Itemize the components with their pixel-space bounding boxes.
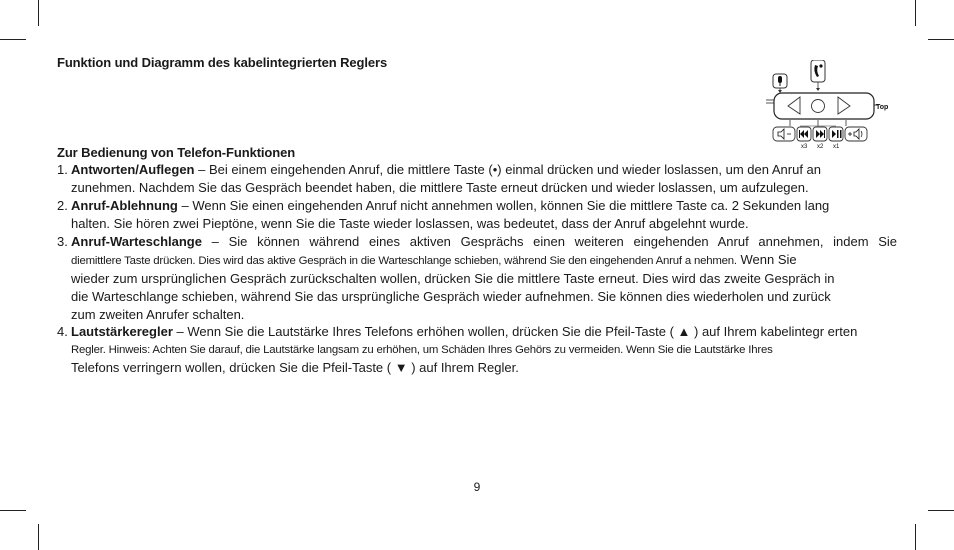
- list-item-volume: [57, 323, 897, 377]
- previous-track-icon: [797, 127, 811, 141]
- item-text: wieder zum ursprünglichen Gespräch zurückschalten wollen, drücken Sie die mittlere Taste erneut. Dies wird das zweite Gespräch in: [71, 271, 835, 286]
- play-pause-icon: [829, 127, 843, 141]
- volume-up-icon: [845, 127, 867, 141]
- center-button-icon: [812, 100, 825, 113]
- item-text: – Wenn Sie einen eingehenden Anruf nicht annehmen wollen, können Sie die mittlere Taste ca. 2 Sekunden lang: [177, 198, 830, 213]
- item-text: halten. Sie hören zwei Pieptöne, wenn Sie die Taste wieder loslassen, was bedeutet, dass der Anruf abgelehnt wurde.: [71, 216, 749, 231]
- item-text: – Wenn Sie die Lautstärke Ihres Telefons erhöhen wollen, drücken Sie die Pfeil-Taste ( ▲ ) auf Ihrem kabelintegr erten: [172, 324, 858, 339]
- item-text: Telefons verringern wollen, drücken Sie die Pfeil-Taste ( ▼ ) auf Ihrem Regler.: [71, 360, 519, 375]
- list-item-call-reject: [57, 197, 897, 233]
- remote-diagram: [766, 60, 894, 150]
- section-heading: Zur Bedienung von Telefon-Funktionen: [57, 145, 296, 160]
- label-x3: x3: [801, 144, 808, 150]
- phone-icon: [811, 60, 825, 82]
- item-text: – Sie können während eines aktiven Gesprächs einen weiteren eingehenden Anruf annehmen, indem Sie: [201, 234, 897, 249]
- label-x2: x2: [817, 144, 824, 150]
- item-number: 3.: [57, 234, 68, 249]
- top-label: Top: [876, 104, 889, 111]
- item-text: – Bei einem eingehenden Anruf, die mittlere Taste (•) einmal drücken und wieder loslassen, um den Anruf an: [194, 162, 822, 177]
- page-number: 9: [473, 480, 481, 494]
- item-term: Antworten/Auflegen: [71, 162, 195, 177]
- item-text-small: Regler. Hinweis: Achten Sie darauf, die Lautstärke langsam zu erhöhen, um Schäden Ihres Gehörs zu vermeiden. Wenn Sie die Lautstärke Ihres: [71, 344, 773, 356]
- crop-mark: [38, 0, 39, 26]
- list-item-call-waiting: [57, 233, 897, 324]
- crop-mark: [0, 39, 26, 40]
- item-term: Anruf-Ablehnung: [71, 198, 178, 213]
- item-text: die Warteschlange schieben, während Sie das ursprüngliche Gespräch wieder aufnehmen. Sie können dies wiederholen und zurück: [71, 289, 831, 304]
- item-term: Anruf-Warteschlange: [71, 234, 202, 249]
- list-item-answer-hangup: [57, 161, 897, 197]
- crop-mark: [38, 524, 39, 550]
- crop-mark: [915, 524, 916, 550]
- item-text-small: diemittlere Taste drücken. Dies wird das aktive Gespräch in die Warteschlange schieben, während Sie den eingehenden Anruf a nehmen.: [71, 255, 737, 267]
- item-number: 1.: [57, 162, 68, 177]
- microphone-icon: [773, 74, 787, 88]
- crop-mark: [928, 510, 954, 511]
- volume-down-icon: [773, 127, 795, 141]
- item-text: Wenn Sie: [736, 252, 797, 267]
- crop-mark: [0, 510, 26, 511]
- crop-mark: [915, 0, 916, 26]
- page-title: Funktion und Diagramm des kabelintegrierten Reglers: [57, 55, 388, 70]
- label-x1: x1: [833, 144, 840, 150]
- item-number: 4.: [57, 324, 68, 339]
- next-track-icon: [813, 127, 827, 141]
- crop-mark: [928, 39, 954, 40]
- item-number: 2.: [57, 198, 68, 213]
- item-term: Lautstärkeregler: [71, 324, 173, 339]
- item-text: zum zweiten Anrufer schalten.: [71, 307, 245, 322]
- item-text: zunehmen. Nachdem Sie das Gespräch beendet haben, die mittlere Taste erneut drücken und wieder loslassen, um aufzulegen.: [71, 180, 809, 195]
